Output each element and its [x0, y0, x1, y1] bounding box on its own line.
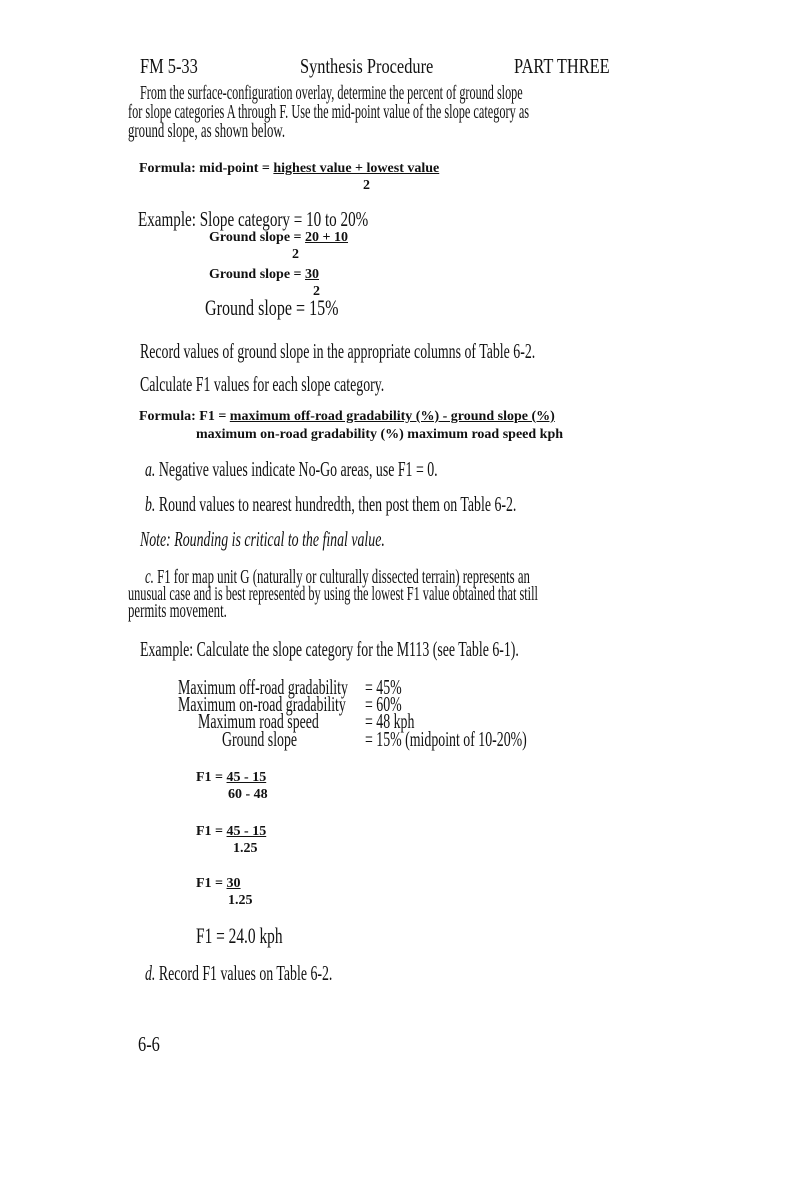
step-d: d. Record F1 values on Table 6-2.	[145, 961, 333, 985]
step-b: b. Round values to nearest hundredth, then post them on Table 6-2.	[145, 492, 517, 516]
formula-midpoint-denominator: 2	[363, 178, 370, 193]
param-roadspeed-label: Maximum road speed	[198, 709, 319, 733]
calculate-f1: Calculate F1 values for each slope category.	[140, 372, 385, 396]
formula-midpoint-numerator: highest value + lowest value	[273, 161, 440, 176]
example-m113: Example: Calculate the slope category for the M113 (see Table 6-1).	[140, 637, 519, 661]
f1-step-1: F1 = 45 - 15	[196, 770, 267, 785]
f1-step-3-denominator: 1.25	[228, 893, 253, 908]
f1-step-2-denominator: 1.25	[233, 841, 258, 856]
f1-step-2: F1 = 45 - 15	[196, 824, 267, 839]
f1-step-1-denominator: 60 - 48	[228, 787, 268, 802]
formula-midpoint: Formula: mid-point = highest value + lowest value	[139, 161, 440, 176]
page-number: 6-6	[138, 1032, 160, 1056]
param-onroad-value: = 60%	[365, 692, 402, 716]
header-left: FM 5-33	[140, 54, 198, 78]
formula-f1: Formula: F1 = maximum off-road gradability (%) - ground slope (%)	[139, 409, 555, 424]
param-groundslope-value: = 15% (midpoint of 10-20%)	[365, 727, 527, 751]
formula-f1-numerator: maximum off-road gradability (%) - ground slope (%)	[229, 409, 555, 424]
note-rounding: Note: Rounding is critical to the final value.	[140, 527, 385, 551]
step-c-line-2: unusual case and is best represented by using the lowest F1 value obtained that still	[128, 583, 538, 605]
f1-step-3: F1 = 30	[196, 876, 241, 891]
ground-slope-denominator-1: 2	[292, 247, 299, 262]
step-c-line-3: permits movement.	[128, 600, 227, 622]
formula-f1-denominator: maximum on-road gradability (%) maximum road speed kph	[196, 427, 564, 442]
step-c-line-1: c. F1 for map unit G (naturally or culturally dissected terrain) represents an	[145, 566, 530, 588]
ground-slope-fraction-2: Ground slope = 30	[209, 267, 320, 282]
param-groundslope-label: Ground slope	[222, 727, 298, 751]
f1-result: F1 = 24.0 kph	[196, 923, 283, 948]
param-roadspeed-value: = 48 kph	[365, 709, 415, 733]
ground-slope-fraction-1: Ground slope = 20 + 10	[209, 230, 349, 245]
param-offroad-label: Maximum off-road gradability	[178, 675, 348, 699]
header-center: Synthesis Procedure	[300, 54, 434, 78]
intro-line-3: ground slope, as shown below.	[128, 120, 286, 142]
ground-slope-result: Ground slope = 15%	[205, 295, 339, 320]
example-slope-category: Example: Slope category = 10 to 20%	[138, 207, 369, 231]
step-a: a. Negative values indicate No-Go areas, use F1 = 0.	[145, 457, 438, 481]
record-ground-slope: Record values of ground slope in the appropriate columns of Table 6-2.	[140, 339, 536, 363]
intro-line-2: for slope categories A through F. Use the mid-point value of the slope category as	[128, 101, 530, 123]
intro-line-1: From the surface-configuration overlay, determine the percent of ground slope	[140, 82, 523, 104]
ground-slope-denominator-2: 2	[313, 284, 320, 299]
param-offroad-value: = 45%	[365, 675, 402, 699]
header-right: PART THREE	[514, 54, 610, 78]
param-onroad-label: Maximum on-road gradability	[178, 692, 346, 716]
